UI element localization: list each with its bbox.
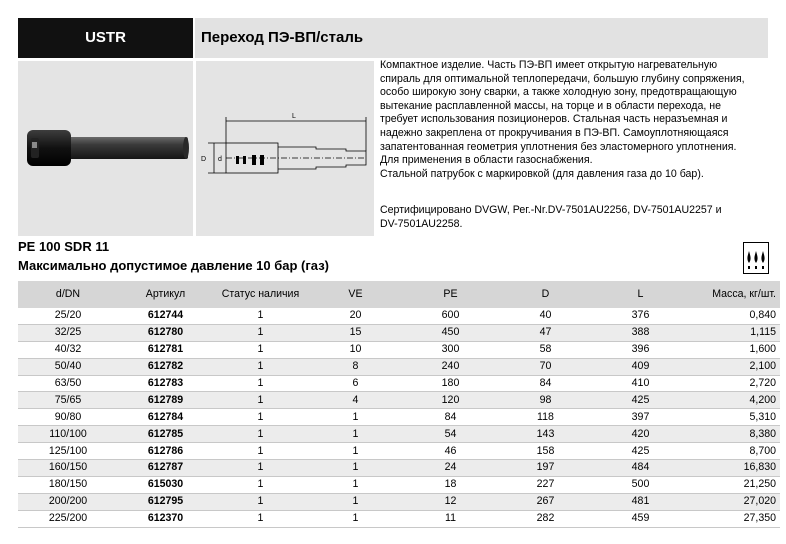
product-photo <box>18 61 193 236</box>
col-header-d: D <box>498 281 593 308</box>
cell-d-dn: 225/200 <box>18 510 118 527</box>
cell-d-dn: 125/100 <box>18 443 118 460</box>
cell-d: 98 <box>498 392 593 409</box>
cell-l: 425 <box>593 392 688 409</box>
col-header-l: L <box>593 281 688 308</box>
title-bar <box>195 18 768 58</box>
cell-d: 58 <box>498 341 593 358</box>
cell-mass: 27,020 <box>688 493 780 510</box>
cell-pe: 54 <box>403 426 498 443</box>
cell-d-dn: 63/50 <box>18 375 118 392</box>
description-line: требует использования позиционеров. Стальная часть неразъемная и <box>380 113 728 126</box>
cell-article: 612781 <box>118 341 213 358</box>
cell-article: 612370 <box>118 510 213 527</box>
cell-mass: 2,720 <box>688 375 780 392</box>
cell-article: 612786 <box>118 443 213 460</box>
cell-d: 267 <box>498 493 593 510</box>
description-line: особо широкую зону сварки, а также холодную зону, предотвращающую <box>380 86 737 99</box>
cell-d-dn: 110/100 <box>18 426 118 443</box>
cell-ve: 1 <box>308 426 403 443</box>
col-header-mass: Масса, кг/шт. <box>688 281 780 308</box>
cell-status: 1 <box>213 409 308 426</box>
table-row <box>18 324 780 341</box>
table-header-row <box>18 281 780 308</box>
cell-article: 615030 <box>118 476 213 493</box>
cell-d-dn: 50/40 <box>18 358 118 375</box>
cell-l: 388 <box>593 324 688 341</box>
spec-subtitle: Максимально допустимое давление 10 бар (газ) <box>18 258 329 273</box>
cell-pe: 180 <box>403 375 498 392</box>
transition-fitting-image <box>18 61 193 236</box>
spec-table <box>18 281 780 528</box>
cell-mass: 1,115 <box>688 324 780 341</box>
cell-ve: 1 <box>308 493 403 510</box>
cell-ve: 20 <box>308 308 403 324</box>
cell-ve: 1 <box>308 409 403 426</box>
cell-pe: 300 <box>403 341 498 358</box>
cell-mass: 5,310 <box>688 409 780 426</box>
cell-d-dn: 40/32 <box>18 341 118 358</box>
cell-status: 1 <box>213 443 308 460</box>
description-line: вытекание расплавленной массы, на торце и в области перехода, не <box>380 99 722 112</box>
dim-label-de: d <box>218 156 222 163</box>
cell-article: 612744 <box>118 308 213 324</box>
table-row <box>18 341 780 358</box>
cell-article: 612785 <box>118 426 213 443</box>
col-header-ve: VE <box>308 281 403 308</box>
cell-status: 1 <box>213 392 308 409</box>
cell-ve: 4 <box>308 392 403 409</box>
certification-note <box>380 204 778 231</box>
cell-d: 47 <box>498 324 593 341</box>
cell-d: 118 <box>498 409 593 426</box>
cell-article: 612784 <box>118 409 213 426</box>
cell-d-dn: 90/80 <box>18 409 118 426</box>
cell-status: 1 <box>213 375 308 392</box>
cell-l: 425 <box>593 443 688 460</box>
table-row <box>18 460 780 477</box>
cell-mass: 2,100 <box>688 358 780 375</box>
cell-l: 410 <box>593 375 688 392</box>
cell-status: 1 <box>213 358 308 375</box>
cell-mass: 8,700 <box>688 443 780 460</box>
cell-mass: 8,380 <box>688 426 780 443</box>
cell-status: 1 <box>213 460 308 477</box>
cell-status: 1 <box>213 324 308 341</box>
col-header-d-dn: d/DN <box>18 281 118 308</box>
table-row <box>18 308 780 324</box>
cell-mass: 27,350 <box>688 510 780 527</box>
cell-pe: 18 <box>403 476 498 493</box>
cell-l: 500 <box>593 476 688 493</box>
product-code-badge: USTR <box>18 18 193 58</box>
table-row <box>18 476 780 493</box>
table-row <box>18 358 780 375</box>
cert-line: Сертифицировано DVGW, Рег.-Nr.DV-7501AU2256, DV-7501AU2257 и <box>380 204 722 216</box>
cell-ve: 1 <box>308 476 403 493</box>
cell-ve: 1 <box>308 443 403 460</box>
col-header-pe: PE <box>403 281 498 308</box>
dimension-drawing <box>196 61 374 236</box>
description-line: надежно закреплена от прокручивания в ПЭ-ВП. Самоуплотняющаяся <box>380 126 729 139</box>
description-line: запатентованная геометрия уплотнения без эластомерного уплотнения. <box>380 140 737 153</box>
cell-pe: 450 <box>403 324 498 341</box>
cell-pe: 46 <box>403 443 498 460</box>
cell-d-dn: 200/200 <box>18 493 118 510</box>
cell-d: 158 <box>498 443 593 460</box>
cell-pe: 600 <box>403 308 498 324</box>
table-row <box>18 375 780 392</box>
cell-l: 420 <box>593 426 688 443</box>
cell-l: 397 <box>593 409 688 426</box>
cell-status: 1 <box>213 426 308 443</box>
cell-ve: 8 <box>308 358 403 375</box>
description-line: спираль для оптимальной теплопередачи, большую глубину сопряжения, <box>380 72 745 85</box>
table-row <box>18 409 780 426</box>
cell-l: 481 <box>593 493 688 510</box>
cell-ve: 1 <box>308 460 403 477</box>
cell-d: 143 <box>498 426 593 443</box>
cell-status: 1 <box>213 308 308 324</box>
cell-mass: 1,600 <box>688 341 780 358</box>
table-row <box>18 443 780 460</box>
cell-l: 484 <box>593 460 688 477</box>
description-line: Компактное изделие. Часть ПЭ-ВП имеет открытую нагревательную <box>380 59 718 71</box>
cell-d-dn: 25/20 <box>18 308 118 324</box>
cell-d-dn: 160/150 <box>18 460 118 477</box>
cell-pe: 12 <box>403 493 498 510</box>
cell-l: 396 <box>593 341 688 358</box>
cell-d-dn: 180/150 <box>18 476 118 493</box>
cell-status: 1 <box>213 341 308 358</box>
cell-ve: 1 <box>308 510 403 527</box>
description-line: Стальной патрубок с маркировкой (для давления газа до 10 бар). <box>380 167 704 180</box>
cell-pe: 24 <box>403 460 498 477</box>
gas-flame-icon <box>743 242 769 274</box>
cell-article: 612795 <box>118 493 213 510</box>
table-row <box>18 426 780 443</box>
cell-d-dn: 75/65 <box>18 392 118 409</box>
cell-status: 1 <box>213 510 308 527</box>
cell-d: 227 <box>498 476 593 493</box>
cell-article: 612787 <box>118 460 213 477</box>
cell-pe: 240 <box>403 358 498 375</box>
cell-ve: 15 <box>308 324 403 341</box>
cell-mass: 0,840 <box>688 308 780 324</box>
cell-pe: 84 <box>403 409 498 426</box>
technical-drawing <box>196 61 374 236</box>
product-description <box>380 59 778 181</box>
cell-article: 612782 <box>118 358 213 375</box>
cell-l: 409 <box>593 358 688 375</box>
col-header-article: Артикул <box>118 281 213 308</box>
cell-status: 1 <box>213 493 308 510</box>
dim-label-l: L <box>292 113 296 120</box>
cell-ve: 10 <box>308 341 403 358</box>
cell-mass: 21,250 <box>688 476 780 493</box>
cell-d-dn: 32/25 <box>18 324 118 341</box>
cell-d: 197 <box>498 460 593 477</box>
cell-l: 459 <box>593 510 688 527</box>
cert-line: DV-7501AU2258. <box>380 217 463 230</box>
cell-mass: 4,200 <box>688 392 780 409</box>
cell-article: 612789 <box>118 392 213 409</box>
cell-pe: 11 <box>403 510 498 527</box>
col-header-status: Статус наличия <box>213 281 308 308</box>
table-row <box>18 510 780 527</box>
cell-pe: 120 <box>403 392 498 409</box>
description-line: Для применения в области газоснабжения. <box>380 154 593 167</box>
cell-d: 84 <box>498 375 593 392</box>
cell-l: 376 <box>593 308 688 324</box>
cell-d: 40 <box>498 308 593 324</box>
table-row <box>18 392 780 409</box>
cell-mass: 16,830 <box>688 460 780 477</box>
cell-ve: 6 <box>308 375 403 392</box>
page-title: Переход ПЭ-ВП/сталь <box>201 29 364 46</box>
cell-article: 612783 <box>118 375 213 392</box>
cell-status: 1 <box>213 476 308 493</box>
table-row <box>18 493 780 510</box>
dim-label-d: D <box>201 156 207 163</box>
cell-article: 612780 <box>118 324 213 341</box>
cell-d: 282 <box>498 510 593 527</box>
cell-d: 70 <box>498 358 593 375</box>
spec-title: PE 100 SDR 11 <box>18 239 110 254</box>
